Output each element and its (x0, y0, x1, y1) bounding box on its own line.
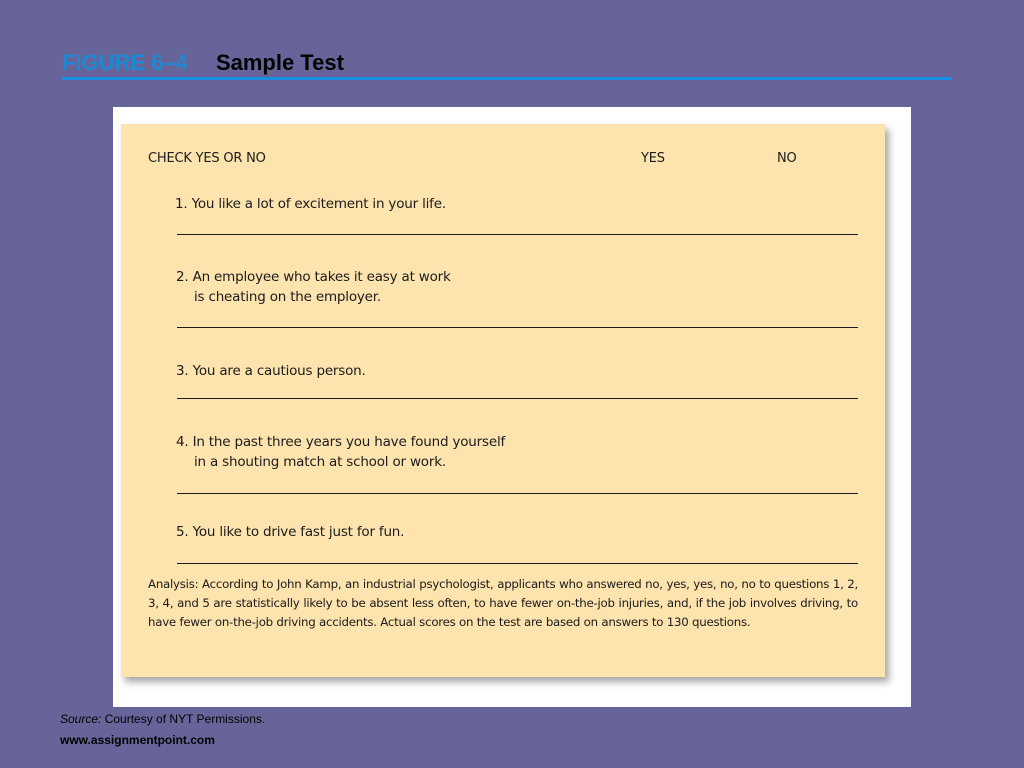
question-text: In the past three years you have found yourself (192, 434, 506, 450)
answer-line[interactable] (177, 327, 858, 328)
question-number: 1. (175, 196, 188, 212)
source-text: Courtesy of NYT Permissions. (104, 712, 266, 726)
title-underline (62, 77, 952, 80)
figure-title (62, 48, 344, 78)
source-label: Source: (60, 712, 102, 726)
answer-line[interactable] (177, 234, 858, 235)
question-text: You like a lot of excitement in your life. (191, 196, 446, 212)
answer-line[interactable] (177, 563, 858, 564)
answer-line[interactable] (177, 493, 858, 494)
question-number: 5. (176, 524, 189, 540)
figure-label: FIGURE 6–4 (62, 50, 188, 75)
figure-title-text: Sample Test (215, 50, 344, 75)
question-text: You like to drive fast just for fun. (192, 524, 405, 540)
website-url[interactable]: www.assignmentpoint.com (60, 733, 215, 747)
question-1 (175, 194, 505, 214)
question-text: An employee who takes it easy at work (192, 269, 451, 285)
question-number: 4. (176, 434, 189, 450)
sample-test-card (121, 124, 885, 677)
source-credit (60, 712, 265, 726)
yes-column-header: YES (641, 151, 665, 166)
question-number: 3. (176, 363, 189, 379)
question-text: You are a cautious person. (192, 363, 366, 379)
question-text-continued: in a shouting match at school or work. (194, 454, 446, 470)
answer-line[interactable] (177, 398, 858, 399)
question-4 (176, 432, 536, 472)
question-3 (176, 361, 506, 381)
question-2 (176, 267, 506, 307)
question-text-continued: is cheating on the employer. (194, 289, 381, 305)
check-yes-or-no-header: CHECK YES OR NO (148, 151, 266, 166)
question-number: 2. (176, 269, 189, 285)
analysis-paragraph: Analysis: According to John Kamp, an industrial psychologist, applicants who answered no, yes, yes, no, no to questions 1, 2, 3, 4, and 5 are statistically likely to be absent less often, to have fewer on-the-job injuries, and, if the job involves driving, to have fewer on-the-job driving accidents. Actual scores on the test are based on answers to 130 questions. (148, 577, 858, 629)
question-5 (176, 522, 506, 542)
no-column-header: NO (777, 151, 797, 166)
